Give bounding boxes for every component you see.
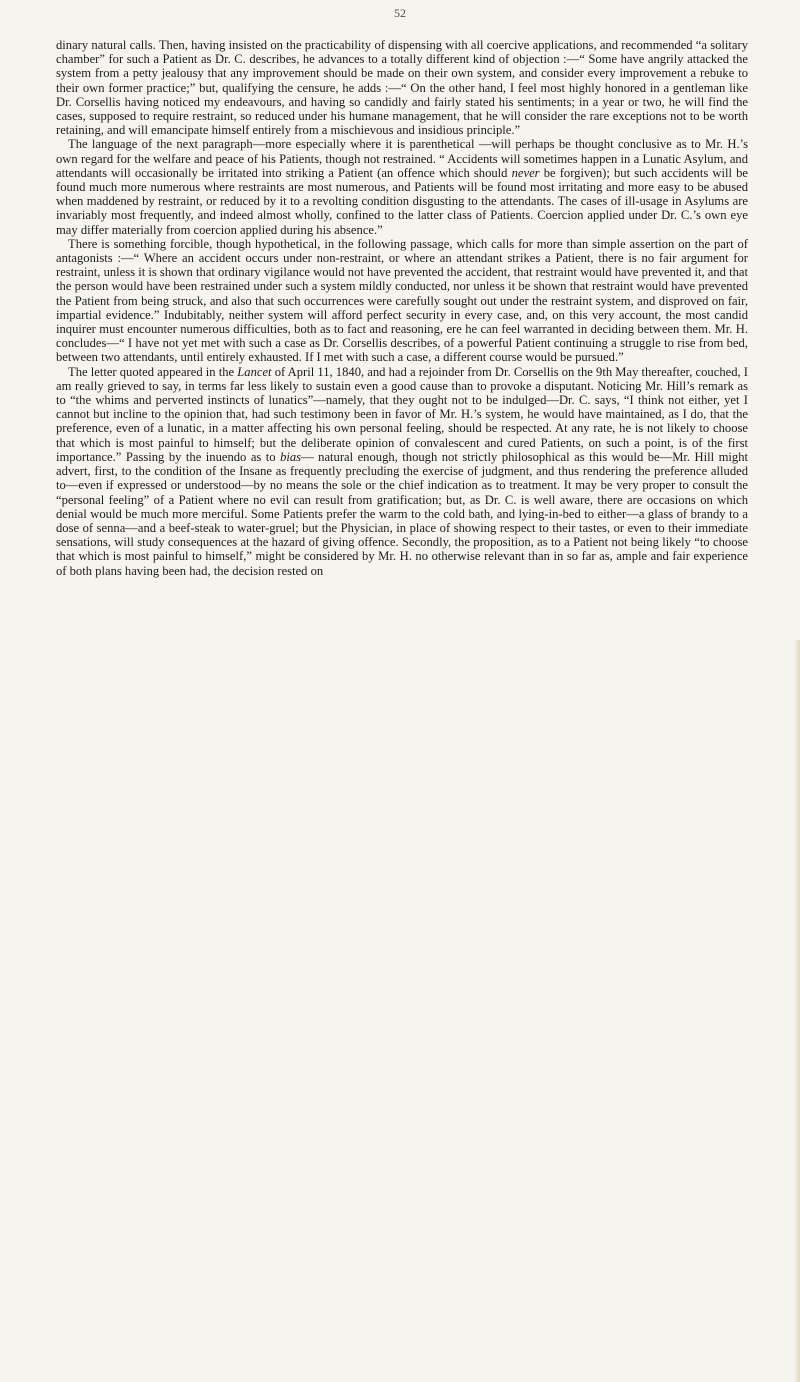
paragraph-4-emphasis-lancet: Lancet: [237, 364, 272, 379]
paragraph-4-text-c: — natural enough, though not strictly philosophical as this would be—Mr. Hill might advert, first, to the condition of the Insane as frequently precluding the exercise of judgment, and thus rendering the preference alluded to—even if expressed or understood—by no means the sole or the chief indication as to treatment. It may be very proper to consult the “personal feeling” of a Patient where no evil can result from gratification; but, as Dr. C. is well aware, there are occasions on which denial would be much more merciful. Some Patients prefer the warm to the cold bath, and lying-in-bed to either—a glass of brandy to a dose of senna—and a beef-steak to water-gruel; but the Physician, in place of showing respect to their tastes, or even to their immediate sensations, will study consequences at the hazard of giving offence. Secondly, the proposition, as to a Patient not being likely “to choose that which is most painful to himself,” might be considered by Mr. H. no otherwise relevant than in so far as, ample and fair experience of both plans having been had, the decision rested on: [56, 449, 748, 578]
page-number: 52: [394, 6, 406, 20]
paragraph-4: [56, 365, 748, 578]
body-text: [56, 38, 748, 578]
paragraph-1: [56, 38, 748, 137]
paragraph-2-text-b: be forgiven); but such accidents will be found much more numerous where restraints are most numerous, and Patients will be found most irritating and more easy to be abused when maddened by restraint, or reduced by it to a revolting condition disgusting to the attendants. The cases of ill-usage in Asylums are invariably most frequently, and indeed almost wholly, confined to the latter class of Patients. Coercion applied under Dr. C.’s own eye may differ materially from coercion applied during his absence.”: [56, 165, 748, 237]
page-edge-shadow: [794, 640, 800, 1382]
paragraph-2-emphasis-never: never: [511, 165, 540, 180]
paragraph-4-text-b: of April 11, 1840, and had a rejoinder from Dr. Corsellis on the 9th May thereafter, couched, I am really grieved to say, in terms far less likely to sustain even a good cause than to provoke a disputant. Noticing Mr. Hill’s remark as to “the whims and perverted instincts of lunatics”—namely, that they ought not to be indulged—Dr. C. says, “I think not either, yet I cannot but incline to the opinion that, had such testimony been in favor of Mr. H.’s system, he would have maintained, as I do, that the preference, even of a lunatic, in a matter affecting his own personal feeling, should be respected. At any rate, he is not likely to choose that which is most painful to himself; but the deliberate opinion of convalescent and cured Patients, on such a point, is of the first importance.” Passing by the inuendo as to: [56, 364, 748, 464]
paragraph-4-text-a: The letter quoted appeared in the: [68, 364, 238, 379]
paragraph-3-text: There is something forcible, though hypothetical, in the following passage, which calls for more than simple assertion on the part of antagonists :—“ Where an accident occurs under non-restraint, or where an attendant strikes a Patient, there is no fair argument for restraint, unless it is shown that ordinary vigilance would not have prevented the accident, that restraint would have prevented it, and that the person would have been restrained under such a system mildly conducted, nor unless it be shown that restraint would have prevented the Patient from being struck, and also that such occurrences were carefully sought out under the restraint system, and disproved on fair, impartial evidence.” Indubitably, neither system will afford perfect security in every case, and, on this very account, the most candid inquirer must encounter numerous difficulties, both as to fact and reasoning, ere he can feel warranted in deciding between them. Mr. H. concludes—“ I have not yet met with such a case as Dr. Corsellis describes, of a powerful Patient continuing a struggle to rise from bed, between two attendants, until entirely exhausted. If I met with such a case, a different course would be pursued.”: [56, 236, 748, 365]
paragraph-2: [56, 137, 748, 236]
paragraph-1-text: dinary natural calls. Then, having insisted on the practicability of dispensing with all coercive applications, and recommended “a solitary chamber” for such a Patient as Dr. C. describes, he advances to a totally different kind of objection :—“ Some have angrily attacked the system from a petty jealousy that any improvement should be made on their own system, and consider every improvement a rebuke to their own former practice;” but, qualifying the censure, he adds :—“ On the other hand, I feel most highly honored in a gentleman like Dr. Corsellis having noticed my endeavours, and having so candidly and fairly stated his sentiments; in a year or two, he will find the cases, supposed to require restraint, so reduced under his humane management, that he will consider the rare exceptions not to be worth retaining, and will emancipate himself entirely from a mischievous and insidious principle.”: [56, 38, 748, 138]
paragraph-4-emphasis-bias: bias: [280, 449, 302, 464]
paragraph-2-text-a: The language of the next paragraph—more especially where it is parenthetical —will perhaps be thought conclusive as to Mr. H.’s own regard for the welfare and peace of his Patients, though not restrained. “ Accidents will sometimes happen in a Lunatic Asylum, and attendants will occasionally be irritated into striking a Patient (an offence which should: [56, 137, 748, 180]
paragraph-3: [56, 237, 748, 365]
